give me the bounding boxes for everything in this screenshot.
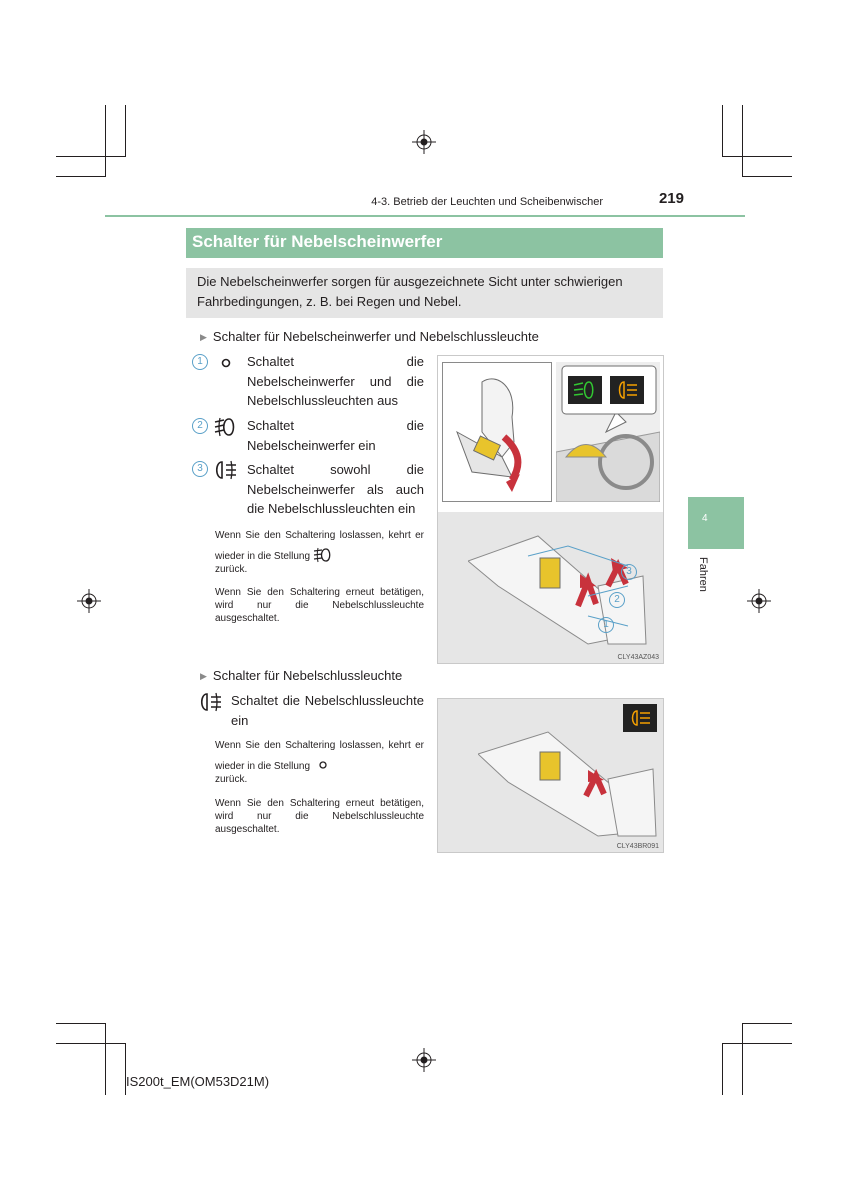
callout-number-3: 3 xyxy=(192,461,208,477)
stalk-illustration xyxy=(468,526,648,646)
front-fog-icon xyxy=(213,416,239,438)
section-title-bar xyxy=(186,228,663,258)
chapter-tab xyxy=(688,497,744,549)
figure-callout-2: 2 xyxy=(609,592,625,608)
subheading-2-text: Schalter für Nebelschlussleuchte xyxy=(212,668,403,683)
rear-fog-icon xyxy=(198,691,224,713)
subheading-1 xyxy=(200,329,539,344)
footer-code: IS200t_EM(OM53D21M) xyxy=(126,1074,270,1089)
note-1-release-end: zurück. xyxy=(215,564,248,575)
item-3-text: Schaltet sowohl die Nebelscheinwerfer als auch die Nebelschlussleuchten ein xyxy=(247,462,424,516)
rear-fog-icon xyxy=(213,459,239,481)
note-2-release-text: Wenn Sie den Schaltering loslassen, kehrt er wieder in die Stellung xyxy=(215,740,424,772)
figure-callout-3: 3 xyxy=(621,564,637,580)
figure-code: CLY43AZ043 xyxy=(617,654,659,661)
chapter-number: 4 xyxy=(702,513,708,524)
callout-number-1: 1 xyxy=(192,354,208,370)
running-header-section: 4-3. Betrieb der Leuchten und Scheibenwischer xyxy=(371,196,603,208)
note-2-repeat: Wenn Sie den Schaltering erneut betätigen, wird nur die Nebelschlussleuchte ausgeschaltet. xyxy=(215,798,424,835)
figure-switch-and-dashboard xyxy=(437,355,664,664)
triangle-bullet-icon: ▶ xyxy=(200,671,207,681)
hand-stalk-inset xyxy=(442,362,552,502)
registration-target-bottom xyxy=(412,1048,436,1072)
off-circle-icon xyxy=(219,356,233,370)
registration-target-left xyxy=(77,589,101,613)
off-circle-icon xyxy=(317,759,329,771)
figure-code-2: CLY43BR091 xyxy=(616,843,659,850)
note-1-release-text: Wenn Sie den Schaltering loslassen, kehrt er wieder in die Stellung xyxy=(215,530,424,562)
figure-rear-fog-switch xyxy=(437,698,664,853)
registration-target-right xyxy=(747,589,771,613)
front-fog-icon xyxy=(313,547,333,563)
item-1-text: Schaltet die Nebelscheinwerfer und die Nebelschlussleuchten aus xyxy=(247,354,424,408)
section-title: Schalter für Nebelscheinwerfer xyxy=(192,232,443,251)
callout-number-2: 2 xyxy=(192,418,208,434)
stalk-illustration-2 xyxy=(478,724,658,839)
item-2-text: Schaltet die Nebelscheinwerfer ein xyxy=(247,418,424,453)
intro-box xyxy=(186,268,663,318)
subheading-1-text: Schalter für Nebelscheinwerfer und Nebelschlussleuchte xyxy=(212,329,539,344)
dashboard-view xyxy=(556,362,660,502)
note-2-release xyxy=(215,735,424,786)
note-1-repeat: Wenn Sie den Schaltering erneut betätigen, wird nur die Nebelschlussleuchte ausgeschaltet. xyxy=(215,587,424,624)
registration-target-top xyxy=(412,130,436,154)
figure-callout-1: 1 xyxy=(598,617,614,633)
page-number: 219 xyxy=(658,190,684,207)
header-rule xyxy=(105,215,745,217)
subheading-2 xyxy=(200,668,402,683)
note-2-release-end: zurück. xyxy=(215,774,248,785)
intro-text: Die Nebelscheinwerfer sorgen für ausgezeichnete Sicht unter schwierigen Fahrbedingungen, z. B. bei Regen und Nebel. xyxy=(197,274,623,309)
triangle-bullet-icon: ▶ xyxy=(200,332,207,342)
section-2-item-text: Schaltet die Nebelschlussleuchte ein xyxy=(231,693,424,728)
note-1-release xyxy=(215,525,424,576)
chapter-label: Fahren xyxy=(697,557,709,592)
